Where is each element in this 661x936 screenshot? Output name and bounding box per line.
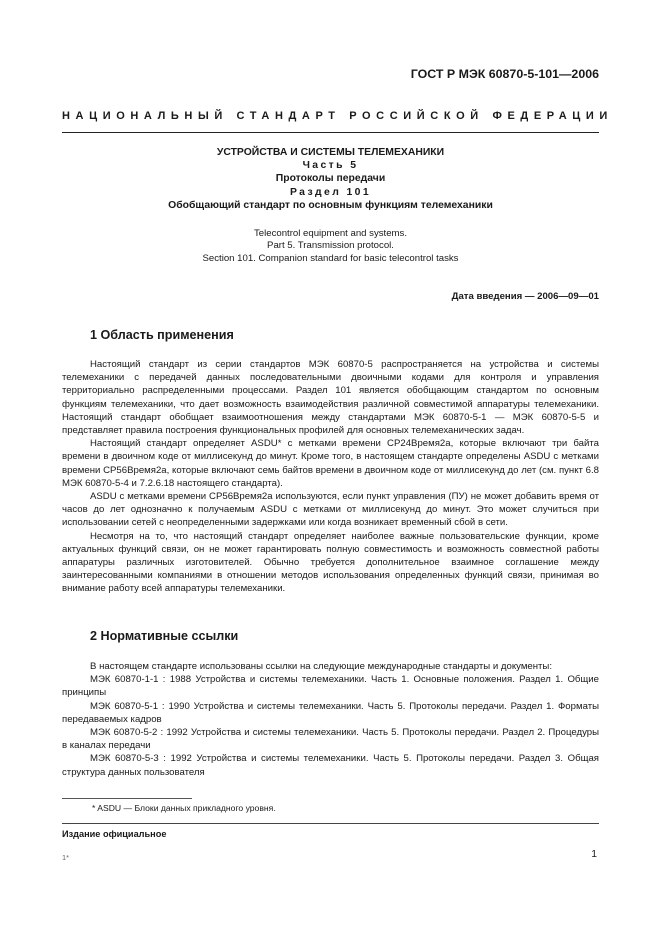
section-2-body (62, 660, 599, 779)
national-standard-banner: НАЦИОНАЛЬНЫЙ СТАНДАРТ РОССИЙСКОЙ ФЕДЕРАЦИИ (62, 110, 613, 122)
standard-number: ГОСТ Р МЭК 60870-5-101—2006 (410, 67, 599, 81)
section-1-heading: 1 Область применения (90, 328, 234, 342)
reference-item: МЭК 60870-5-3 : 1992 Устройства и системы телемеханики. Часть 5. Протоколы передачи. Раздел 3. Общая структура данных пользователя (62, 753, 599, 778)
page-number: 1 (591, 849, 597, 860)
title-line: УСТРОЙСТВА И СИСТЕМЫ ТЕЛЕМЕХАНИКИ (216, 147, 445, 158)
reference-item: МЭК 60870-5-2 : 1992 Устройства и системы телемеханики. Часть 5. Протоколы передачи. Раздел 2. Процедуры в каналах передачи (62, 727, 599, 752)
paragraph: Настоящий стандарт определяет ASDU* с метками времени CP24Время2а, которые включают три байта времени в двоичном коде от миллисекунд до минут. Кроме того, в настоящем стандарте определены ASDU с метками времени CP56Время2а, которые включают семь байтов времени в двоичном коде от миллисекунд до лет (см. пункт 6.8 МЭК 60870-5-4 и 7.2.6.18 настоящего стандарта). (62, 438, 599, 489)
section-2-heading: 2 Нормативные ссылки (90, 629, 239, 643)
english-title-line: Telecontrol equipment and systems. (253, 228, 408, 239)
paragraph: Настоящий стандарт из серии стандартов МЭК 60870-5 распространяется на устройства и системы телемеханики с передачей данных последовательными двоичными кодами для контроля и управления территориально распределенными процессами. Раздел 101 является обобщающим стандартом по основным функциям телемеханики, что дает возможность взаимодействия различной совместимой аппаратуры телемеханики. Настоящий стандарт обобщает взаимоотношения между стандартами МЭК 60870-5-1 — МЭК 60870-5-5 и представляет правила построения функциональных профилей для основных телемеханических задач. (62, 359, 599, 437)
introduction-date: Дата введения — 2006—09—01 (451, 291, 599, 302)
footnote-divider (62, 798, 192, 799)
english-title-line: Section 101. Companion standard for basic telecontrol tasks (202, 252, 459, 264)
header-divider (62, 132, 599, 133)
official-edition-label: Издание официальное (62, 829, 167, 839)
reference-item: МЭК 60870-1-1 : 1988 Устройства и системы телемеханики. Часть 1. Основные положения. Раздел 1. Общие принципы (62, 674, 599, 699)
sheet-mark: 1* (62, 853, 69, 862)
reference-item: МЭК 60870-5-1 : 1990 Устройства и системы телемеханики. Часть 5. Протоколы передачи. Раздел 1. Форматы передаваемых кадров (62, 700, 599, 725)
title-line: Обобщающий стандарт по основным функциям телемеханики (168, 199, 493, 211)
title-section: Раздел 101 (289, 186, 372, 198)
footnote: * ASDU — Блоки данных прикладного уровня. (92, 803, 276, 813)
english-title-block (62, 228, 599, 265)
paragraph: Несмотря на то, что настоящий стандарт определяет наиболее важные пользовательские функции, кроме актуальных функций связи, он не может гарантировать полную совместимость и возможность совместной работы аппаратуры различных изготовителей. Обычно требуется дополнительное взаимное соглашение между заинтересованными компаниями в отношении методов использования определенных функций связи, принимая во внимание работу всей аппаратуры телемеханики. (62, 530, 599, 595)
paragraph: ASDU с метками времени CP56Время2а используются, если пункт управления (ПУ) не может добавить время от часов до лет однозначно к получаемым ASDU с метками от миллисекунд до минут. Это может случиться при использовании сетей с неопределенными задержками или когда возникает временный сбой в сети. (62, 491, 599, 529)
russian-title-block (62, 146, 599, 212)
paragraph: В настоящем стандарте использованы ссылки на следующие международные стандарты и документы: (90, 661, 552, 672)
english-title-line: Part 5. Transmission protocol. (267, 240, 394, 252)
section-1-body (62, 358, 599, 596)
footer-divider (62, 823, 599, 824)
title-part: Часть 5 (302, 160, 359, 172)
title-line: Протоколы передачи (275, 173, 386, 185)
